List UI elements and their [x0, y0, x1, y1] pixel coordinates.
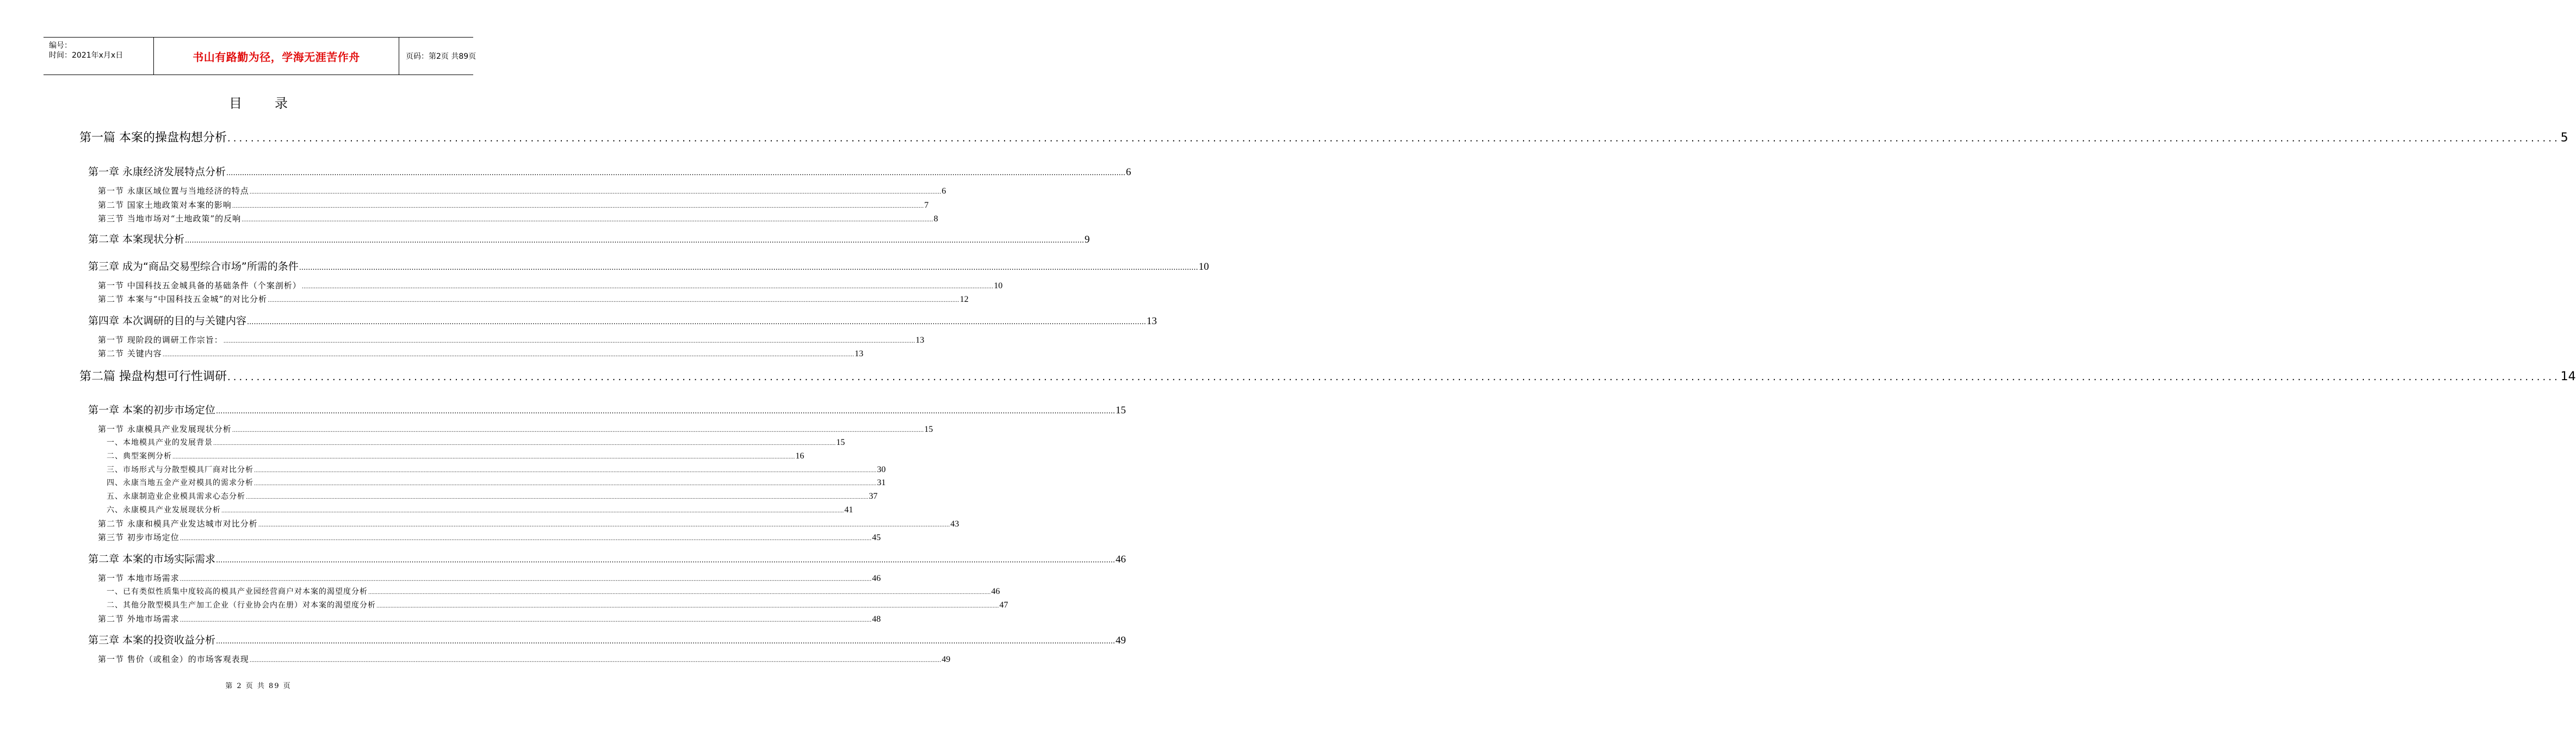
toc-leader-dots: ................................................................................................................................................................................................................................................................................................................................................................................................................ — [227, 133, 2560, 144]
toc-leader-dots: ................................................................................................................................................................................................................................................................................................................................................................................................................ — [254, 468, 877, 474]
toc-leader-dots: ................................................................................................................................................................................................................................................................................................................................................................................................................ — [246, 495, 869, 500]
toc-entry-label: 第一篇 本案的操盘构想分析 — [79, 131, 227, 145]
toc-entry-page: 7 — [924, 201, 929, 210]
toc-entry-sec[interactable] — [98, 653, 951, 664]
header-table — [44, 37, 476, 75]
toc-entry-sec[interactable] — [98, 348, 864, 358]
toc-leader-dots: ................................................................................................................................................................................................................................................................................................................................................................................................................ — [232, 203, 924, 209]
toc-entry-label: 一、本地模具产业的发展背景 — [107, 438, 213, 447]
toc-entry-page: 15 — [924, 425, 933, 434]
toc-entry-page: 49 — [942, 655, 951, 664]
toc-entry-page: 37 — [869, 492, 878, 501]
toc-leader-dots: ................................................................................................................................................................................................................................................................................................................................................................................................................ — [376, 604, 999, 609]
toc-entry-sub[interactable] — [107, 450, 804, 461]
toc-entry-page: 6 — [1125, 166, 1131, 178]
toc-entry-label: 第一节 现阶段的调研工作宗旨： — [98, 335, 223, 345]
toc-entry-sec[interactable] — [98, 293, 969, 304]
toc-leader-dots: ................................................................................................................................................................................................................................................................................................................................................................................................................ — [179, 536, 872, 542]
toc-entry-sub[interactable] — [107, 491, 878, 501]
toc-entry-page: 16 — [795, 451, 804, 461]
header-page-cell — [399, 38, 476, 75]
toc-entry-page: 30 — [877, 465, 886, 474]
toc-entry-page: 14 — [2560, 370, 2576, 383]
toc-entry-part[interactable] — [79, 367, 2576, 383]
toc-entry-label: 第一节 永康区域位置与当地经济的特点 — [98, 186, 249, 196]
toc-entry-sec[interactable] — [98, 213, 938, 224]
toc-leader-dots: ................................................................................................................................................................................................................................................................................................................................................................................................................ — [232, 428, 924, 433]
toc-entry-page: 48 — [872, 615, 881, 624]
toc-title: 目录 — [229, 96, 320, 111]
toc-leader-dots: ................................................................................................................................................................................................................................................................................................................................................................................................................ — [249, 658, 942, 664]
toc-entry-part[interactable] — [79, 128, 2568, 145]
toc-entry-label: 第一节 售价（或租金）的市场客观表现 — [98, 654, 249, 664]
toc-entry-label: 二、典型案例分析 — [107, 452, 172, 461]
toc-entry-label: 第二节 永康和模具产业发达城市对比分析 — [98, 519, 258, 529]
toc-leader-dots: ................................................................................................................................................................................................................................................................................................................................................................................................................ — [216, 637, 1115, 646]
toc-leader-dots: ................................................................................................................................................................................................................................................................................................................................................................................................................ — [254, 481, 877, 487]
toc-entry-label: 第一章 永康经济发展特点分析 — [88, 166, 226, 178]
toc-entry-label: 第一节 本地市场需求 — [98, 573, 179, 583]
toc-entry-sub[interactable] — [107, 504, 853, 515]
header-meta-cell — [44, 38, 153, 75]
toc-leader-dots: ................................................................................................................................................................................................................................................................................................................................................................................................................ — [227, 371, 2560, 383]
toc-leader-dots: ................................................................................................................................................................................................................................................................................................................................................................................................................ — [172, 455, 795, 460]
toc-entry-page: 9 — [1084, 234, 1090, 245]
toc-entry-label: 第三节 初步市场定位 — [98, 532, 179, 542]
toc-entry-page: 46 — [872, 574, 881, 583]
toc-entry-sub[interactable] — [107, 586, 1000, 597]
page-footer: 第 2 页 共 89 页 — [225, 682, 292, 690]
motto-text: 书山有路勤为径，学海无涯苦作舟 — [193, 50, 360, 64]
toc-entry-label: 第二节 本案与“中国科技五金城”的对比分析 — [98, 294, 268, 304]
toc-entry-page: 15 — [1115, 405, 1126, 416]
toc-entry-chap[interactable] — [88, 551, 1126, 565]
toc-entry-label: 第一节 中国科技五金城具备的基础条件（个案剖析） — [98, 281, 301, 290]
document-date-label: 时间：2021年x月x日 — [49, 51, 123, 60]
toc-leader-dots: ................................................................................................................................................................................................................................................................................................................................................................................................................ — [216, 407, 1115, 416]
toc-entry-page: 47 — [999, 600, 1008, 610]
toc-leader-dots: ................................................................................................................................................................................................................................................................................................................................................................................................................ — [179, 577, 872, 583]
toc-entry-chap[interactable] — [88, 258, 1209, 272]
toc-entry-label: 第二章 本案的市场实际需求 — [88, 553, 216, 565]
toc-entry-sec[interactable] — [98, 572, 881, 583]
toc-entry-label: 第二节 国家土地政策对本案的影响 — [98, 200, 232, 210]
toc-entry-label: 四、永康当地五金产业对模具的需求分析 — [107, 479, 253, 487]
toc-entry-sec[interactable] — [98, 531, 881, 542]
toc-leader-dots: ................................................................................................................................................................................................................................................................................................................................................................................................................ — [223, 338, 915, 344]
toc-entry-sub[interactable] — [107, 437, 845, 448]
toc-entry-label: 第二节 外地市场需求 — [98, 614, 179, 624]
toc-entry-page: 8 — [933, 214, 938, 224]
toc-leader-dots: ................................................................................................................................................................................................................................................................................................................................................................................................................ — [179, 617, 872, 623]
toc-entry-page: 13 — [915, 336, 925, 345]
toc-entry-page: 15 — [836, 438, 845, 447]
toc-entry-chap[interactable] — [88, 164, 1131, 178]
toc-entry-chap[interactable] — [88, 313, 1157, 327]
toc-entry-label: 第一节 永康模具产业发展现状分析 — [98, 424, 232, 434]
toc-entry-chap[interactable] — [88, 231, 1090, 245]
toc-entry-label: 第一章 本案的初步市场定位 — [88, 404, 216, 416]
toc-leader-dots: ................................................................................................................................................................................................................................................................................................................................................................................................................ — [268, 298, 959, 303]
toc-leader-dots: ................................................................................................................................................................................................................................................................................................................................................................................................................ — [242, 217, 933, 223]
toc-leader-dots: ................................................................................................................................................................................................................................................................................................................................................................................................................ — [221, 509, 844, 514]
toc-leader-dots: ................................................................................................................................................................................................................................................................................................................................................................................................................ — [368, 590, 991, 596]
toc-entry-label: 三、市场形式与分散型模具厂商对比分析 — [107, 466, 253, 474]
toc-entry-page: 41 — [844, 505, 853, 515]
toc-entry-label: 第三章 成为“商品交易型综合市场”所需的条件 — [88, 261, 299, 272]
toc-entry-chap[interactable] — [88, 402, 1126, 416]
toc-entry-page: 46 — [991, 587, 1000, 596]
page-info: 页码：第2页 共89页 — [406, 52, 476, 61]
toc-leader-dots: ................................................................................................................................................................................................................................................................................................................................................................................................................ — [247, 318, 1146, 326]
toc-entry-page: 13 — [854, 349, 864, 358]
document-number-label: 编号： — [49, 41, 72, 50]
toc-entry-page: 5 — [2560, 131, 2568, 145]
toc-entry-label: 第二篇 操盘构想可行性调研 — [79, 370, 227, 383]
toc-entry-page: 31 — [877, 478, 886, 487]
toc-entry-sec[interactable] — [98, 613, 881, 624]
toc-entry-page: 46 — [1115, 554, 1126, 565]
toc-entry-sub[interactable] — [107, 599, 1008, 610]
toc-entry-label: 第三节 当地市场对“土地政策”的反响 — [98, 214, 242, 224]
toc-entry-sec[interactable] — [98, 199, 929, 210]
toc-entry-sec[interactable] — [98, 423, 933, 434]
toc-leader-dots: ................................................................................................................................................................................................................................................................................................................................................................................................................ — [249, 189, 942, 195]
toc-leader-dots: ................................................................................................................................................................................................................................................................................................................................................................................................................ — [185, 237, 1084, 245]
toc-entry-label: 第二节 关键内容 — [98, 349, 162, 358]
toc-entry-label: 五、永康制造业企业模具需求心态分析 — [107, 492, 245, 501]
header-motto-cell — [153, 38, 399, 75]
toc-entry-page: 12 — [959, 295, 969, 304]
toc-entry-page: 6 — [942, 187, 946, 196]
toc-leader-dots: ................................................................................................................................................................................................................................................................................................................................................................................................................ — [226, 169, 1125, 177]
toc-entry-page: 45 — [872, 533, 881, 542]
toc-leader-dots: ................................................................................................................................................................................................................................................................................................................................................................................................................ — [258, 522, 950, 528]
toc-entry-page: 43 — [950, 519, 959, 529]
toc-entry-label: 二、其他分散型模具生产加工企业（行业协会内在册）对本案的渴望度分析 — [107, 601, 376, 610]
toc-entry-page: 49 — [1115, 635, 1126, 646]
toc-entry-label: 第二章 本案现状分析 — [88, 233, 185, 245]
toc-entry-page: 10 — [1198, 261, 1209, 272]
toc-leader-dots: ................................................................................................................................................................................................................................................................................................................................................................................................................ — [299, 264, 1198, 272]
toc-entry-sub[interactable] — [107, 464, 886, 475]
toc-entry-sec[interactable] — [98, 334, 925, 345]
toc-entry-label: 第三章 本案的投资收益分析 — [88, 634, 216, 646]
toc-leader-dots: ................................................................................................................................................................................................................................................................................................................................................................................................................ — [213, 441, 836, 447]
toc-leader-dots: ................................................................................................................................................................................................................................................................................................................................................................................................................ — [162, 352, 854, 358]
toc-entry-page: 10 — [994, 281, 1003, 290]
toc-entry-label: 一、已有类似性质集中度较高的模具产业园经营商户对本案的渴望度分析 — [107, 587, 368, 596]
toc-entry-sec[interactable] — [98, 280, 1003, 290]
toc-leader-dots: ................................................................................................................................................................................................................................................................................................................................................................................................................ — [301, 284, 994, 290]
toc-entry-label: 第四章 本次调研的目的与关键内容 — [88, 315, 247, 327]
toc-entry-page: 13 — [1146, 315, 1157, 327]
toc-entry-sec[interactable] — [98, 185, 946, 196]
toc-entry-sec[interactable] — [98, 518, 959, 529]
toc-entry-sub[interactable] — [107, 477, 886, 488]
toc-entry-label: 六、永康模具产业发展现状分析 — [107, 506, 221, 515]
toc-leader-dots: ................................................................................................................................................................................................................................................................................................................................................................................................................ — [216, 556, 1115, 565]
toc-entry-chap[interactable] — [88, 632, 1126, 646]
